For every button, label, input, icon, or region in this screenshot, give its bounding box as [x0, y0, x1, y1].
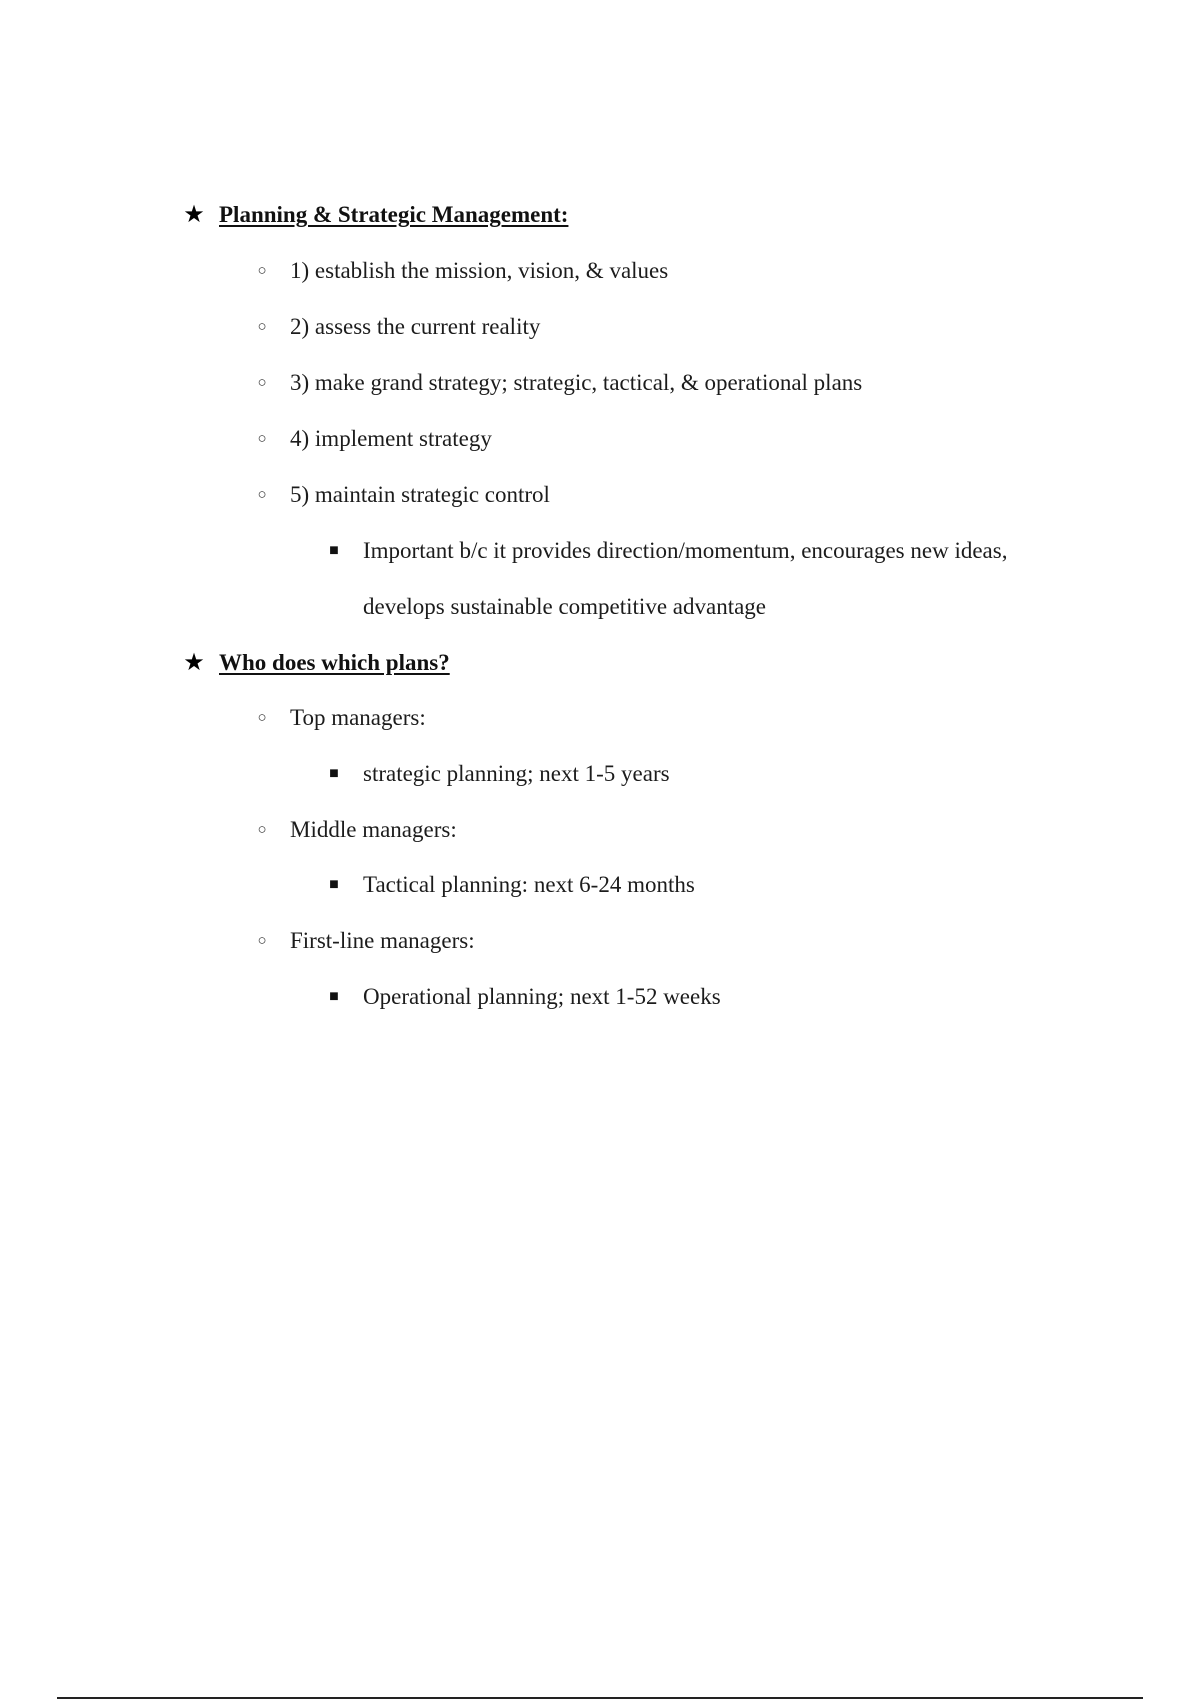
list-item-text: 2) assess the current reality — [290, 314, 541, 339]
circle-bullet-icon: ○ — [257, 487, 267, 503]
circle-bullet-icon: ○ — [257, 431, 267, 447]
circle-bullet-icon: ○ — [257, 822, 267, 838]
footer-divider — [57, 1697, 1143, 1699]
section-heading: Planning & Strategic Management: — [219, 202, 569, 227]
circle-bullet-icon: ○ — [257, 263, 267, 279]
sub-list-item-text: Tactical planning: next 6-24 months — [363, 872, 695, 897]
list-item-text: Middle managers: — [290, 817, 457, 842]
list-item-text: 1) establish the mission, vision, & values — [290, 258, 669, 283]
star-bullet-icon: ★ — [183, 202, 205, 228]
section-heading: Who does which plans? — [219, 650, 450, 675]
circle-bullet-icon: ○ — [257, 933, 267, 949]
square-bullet-icon: ■ — [329, 876, 339, 893]
list-item-text: Top managers: — [290, 705, 426, 730]
sub-list-item-text: Operational planning; next 1-52 weeks — [363, 984, 721, 1009]
sub-list-item-text: Important b/c it provides direction/momentum, encourages new ideas, — [363, 538, 1008, 563]
list-item-text: First-line managers: — [290, 928, 475, 953]
square-bullet-icon: ■ — [329, 765, 339, 782]
list-item-text: 4) implement strategy — [290, 426, 492, 451]
list-item-text: 3) make grand strategy; strategic, tactical, & operational plans — [290, 370, 863, 395]
star-bullet-icon: ★ — [183, 650, 205, 676]
square-bullet-icon: ■ — [329, 988, 339, 1005]
list-item-text: 5) maintain strategic control — [290, 482, 550, 507]
sub-list-item-text: strategic planning; next 1-5 years — [363, 761, 670, 786]
circle-bullet-icon: ○ — [257, 375, 267, 391]
sub-list-item-text: develops sustainable competitive advantage — [363, 594, 767, 619]
square-bullet-icon: ■ — [329, 542, 339, 559]
circle-bullet-icon: ○ — [257, 319, 267, 335]
circle-bullet-icon: ○ — [257, 710, 267, 726]
